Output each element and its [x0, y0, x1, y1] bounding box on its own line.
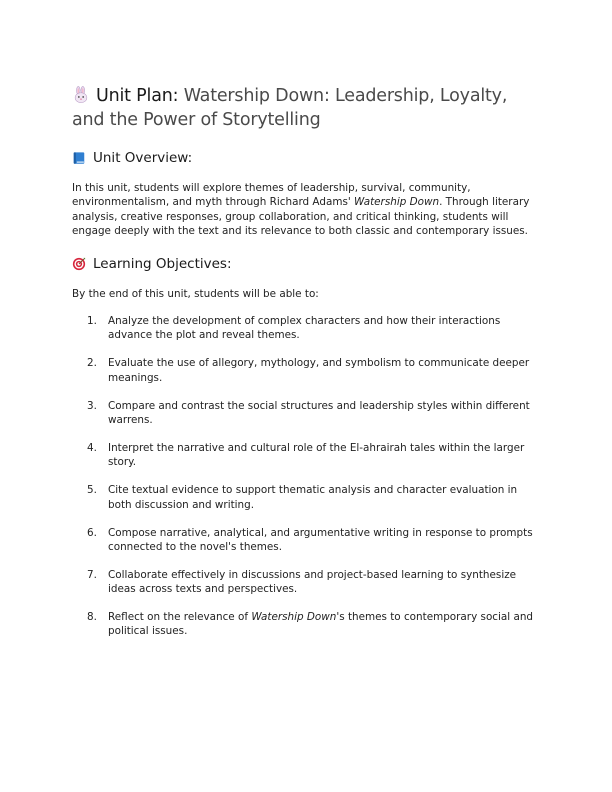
- list-item: 8. Reflect on the relevance of Watership Down's themes to contemporary social and political issues.: [87, 611, 534, 638]
- book-icon: [72, 151, 86, 165]
- overview-paragraph: [72, 181, 542, 238]
- title-lead: Unit Plan:: [96, 86, 179, 106]
- title-text: Watership Down: Leadership, Loyalty, and the Power of Storytelling: [72, 86, 508, 130]
- overview-text-2: . Through literary analysis, creative responses, group collaboration, and critical thinking, students will engage deeply with the text and its relevance to both classic and contemporary issues.: [72, 196, 530, 237]
- document-page: [72, 84, 542, 653]
- list-item: 3. Compare and contrast the social structures and leadership styles within different warrens.: [87, 399, 530, 426]
- overview-heading-text: Unit Overview:: [93, 150, 193, 166]
- overview-text-1: In this unit, students will explore themes of leadership, survival, community, environmentalism, and myth through Richard Adams': [72, 182, 471, 209]
- list-item: 1. Analyze the development of complex characters and how their interactions advance the plot and reveal themes.: [87, 315, 501, 342]
- list-item: 2. Evaluate the use of allegory, mythology, and symbolism to communicate deeper meanings.: [87, 357, 530, 384]
- list-item: 4. Interpret the narrative and cultural role of the El-ahrairah tales within the larger story.: [87, 442, 525, 469]
- list-item: 6. Compose narrative, analytical, and argumentative writing in response to prompts connected to the novel's themes.: [87, 526, 533, 553]
- target-icon: [72, 257, 86, 271]
- objectives-heading: [72, 255, 542, 273]
- objectives-heading-text: Learning Objectives:: [93, 256, 232, 273]
- objectives-list: [72, 314, 542, 638]
- overview-book-title: Watership Down: [354, 196, 440, 209]
- page-title: [72, 84, 542, 132]
- objectives-intro: By the end of this unit, students will be able to:: [72, 288, 319, 301]
- list-item: 7. Collaborate effectively in discussions and project-based learning to synthesize ideas across texts and perspectives.: [87, 568, 517, 596]
- rabbit-icon: [72, 86, 90, 104]
- list-item: 5. Cite textual evidence to support thematic analysis and character evaluation in both discussion and writing.: [87, 484, 518, 511]
- overview-heading: [72, 149, 542, 167]
